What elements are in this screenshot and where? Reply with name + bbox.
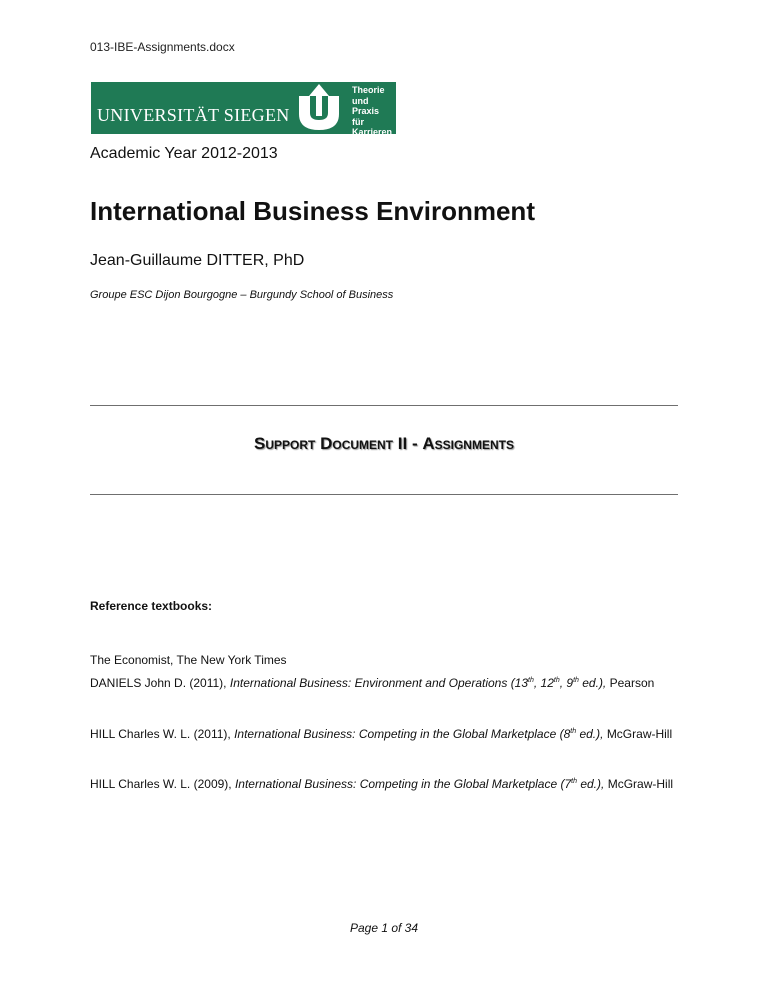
reference-item: DANIELS John D. (2011), International Business: Environment and Operations (13th, 12th, 9th ed.), Pearson [90, 676, 655, 690]
author-affiliation: Groupe ESC Dijon Bourgogne – Burgundy School of Business [90, 289, 394, 301]
reference-item: HILL Charles W. L. (2009), International Business: Competing in the Global Marketplace (7th ed.), McGraw-Hill [90, 777, 674, 791]
university-u-arrow-icon [295, 84, 349, 132]
page-number: Page 1 of 34 [349, 921, 419, 935]
document-title: International Business Environment [90, 196, 535, 226]
references-heading: Reference textbooks: [90, 599, 213, 613]
divider-top [90, 405, 678, 406]
reference-item: HILL Charles W. L. (2011), International Business: Competing in the Global Marketplace (8th ed.), McGraw-Hill [90, 727, 673, 741]
document-filename: 013-IBE-Assignments.docx [90, 40, 235, 54]
author-name: Jean-Guillaume DITTER, PhD [90, 252, 305, 269]
logo-wordmark: UNIVERSITÄT SIEGEN [97, 105, 290, 125]
academic-year: Academic Year 2012-2013 [90, 145, 278, 162]
document-subtitle: Support Document II - Assignments [254, 434, 514, 453]
reference-item: The Economist, The New York Times [90, 653, 287, 667]
logo-tagline: Theorie und Praxis für Karrieren von morgen [352, 85, 393, 158]
divider-bottom [90, 494, 678, 495]
